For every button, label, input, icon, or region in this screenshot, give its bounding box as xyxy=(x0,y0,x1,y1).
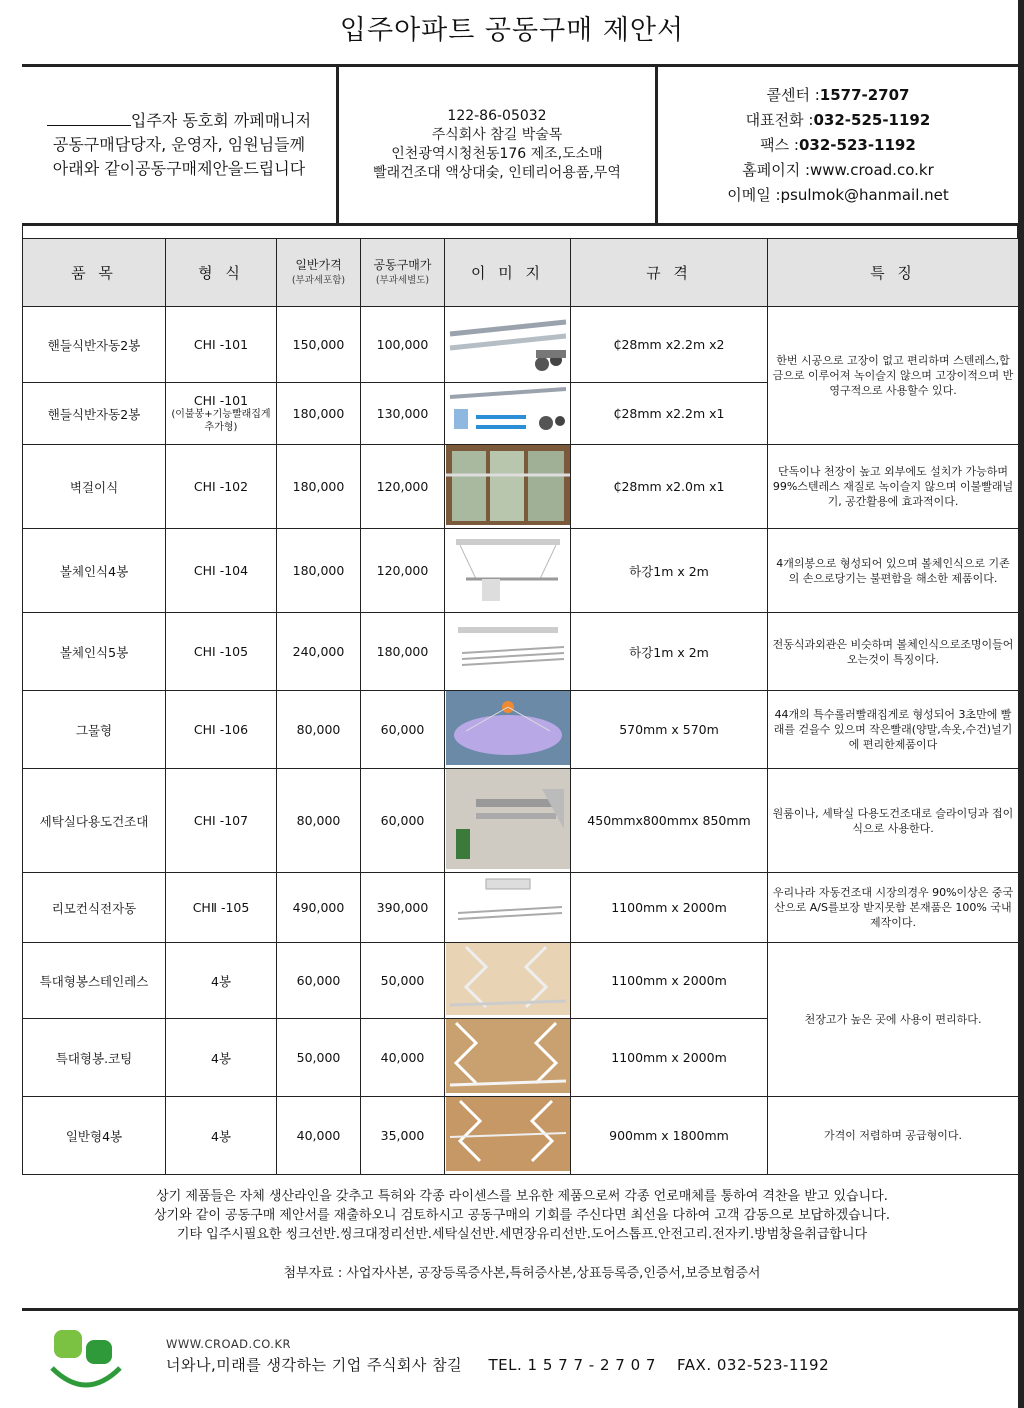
item-price: 40,000 xyxy=(277,1097,361,1175)
product-image xyxy=(445,1019,571,1097)
attachments-line: 첨부자료 : 사업자사본, 공장등록증사본,특허증사본,상표등록증,인증서,보증보험증서 xyxy=(283,1266,761,1281)
homepage-link[interactable]: www.croad.co.kr xyxy=(810,160,934,179)
item-spec: ₵28mm x2.2m x1 xyxy=(571,383,768,445)
header-item: 품 목 xyxy=(23,239,166,307)
item-spec: 570mm x 570m xyxy=(571,691,768,769)
item-name: 세탁실다용도건조대 xyxy=(23,769,166,873)
item-spec: ₵28mm x2.0m x1 xyxy=(571,445,768,529)
table-row xyxy=(23,307,1019,383)
product-image xyxy=(445,873,571,943)
header-spec: 규 격 xyxy=(571,239,768,307)
header-info-box xyxy=(22,64,1018,226)
product-image xyxy=(445,383,571,445)
product-image xyxy=(445,943,571,1019)
item-spec: 하강1m x 2m xyxy=(571,613,768,691)
item-price: 180,000 xyxy=(277,529,361,613)
item-feature: 단독이나 천장이 높고 외부에도 설치가 가능하며 99%스텐레스 재질로 녹이슬지 않으며 이불빨래널기, 공간활용에 효과적이다. xyxy=(768,445,1019,529)
header-model: 형 식 xyxy=(166,239,277,307)
item-group-price: 120,000 xyxy=(361,445,445,529)
company-logo-icon xyxy=(48,1328,124,1396)
table-top-frame xyxy=(22,223,1018,238)
item-model: CHⅠ -101 (이불봉+기능빨래집게추가형) xyxy=(166,383,277,445)
table-row xyxy=(23,873,1019,943)
item-group-price: 390,000 xyxy=(361,873,445,943)
header-feature: 특 징 xyxy=(768,239,1019,307)
item-model: CHⅠ -102 xyxy=(166,445,277,529)
contact-block: 콜센터 :1577-2707 대표전화 :032-525-1192 팩스 :032-523-1192 홈페이지 :www.croad.co.kr 이메일 :psulmok@hanmail.net xyxy=(727,85,949,204)
note-line: 상기와 같이 공동구매 제안서를 재출하오니 검토하시고 공동구매의 기회를 주신다면 최선을 다하여 고객 감동으로 보답하겠습니다. xyxy=(154,1208,890,1223)
table-row xyxy=(23,943,1019,1019)
item-price: 60,000 xyxy=(277,943,361,1019)
item-name: 일반형4봉 xyxy=(23,1097,166,1175)
product-image xyxy=(445,307,571,383)
item-feature: 가격이 저렴하며 공급형이다. xyxy=(768,1097,1019,1175)
item-price: 490,000 xyxy=(277,873,361,943)
item-spec: 1100mm x 2000m xyxy=(571,873,768,943)
footer-fax: FAX. 032-523-1192 xyxy=(677,1356,830,1374)
item-model: CHⅡ -105 xyxy=(166,873,277,943)
ball-chain-4-image xyxy=(446,529,570,609)
item-model: CHⅠ -104 xyxy=(166,529,277,613)
item-name: 볼체인식4봉 xyxy=(23,529,166,613)
fax-number: 032-523-1192 xyxy=(798,135,916,154)
item-group-price: 60,000 xyxy=(361,691,445,769)
item-name: 그물형 xyxy=(23,691,166,769)
footer-url[interactable]: WWW.CROAD.CO.KR xyxy=(166,1337,291,1351)
company-name: 주식회사 참길 박술목 xyxy=(431,127,563,143)
item-spec: 900mm x 1800mm xyxy=(571,1097,768,1175)
item-price: 150,000 xyxy=(277,307,361,383)
phone-number: 032-525-1192 xyxy=(813,110,931,129)
item-model: CHⅠ -105 xyxy=(166,613,277,691)
item-feature: 전동식과외관은 비슷하며 볼체인식으로조명이들어 오는것이 특징이다. xyxy=(768,613,1019,691)
callcenter-number: 1577-2707 xyxy=(819,85,910,104)
item-model: CHⅠ -107 xyxy=(166,769,277,873)
product-image xyxy=(445,691,571,769)
item-feature: 원룸이나, 세탁실 다용도건조대로 슬라이딩과 접이식으로 사용한다. xyxy=(768,769,1019,873)
item-group-price: 40,000 xyxy=(361,1019,445,1097)
item-feature: 4개의봉으로 형성되어 있으며 볼체인식으로 기존의 손으로당기는 불편함을 해소한 제품이다. xyxy=(768,529,1019,613)
item-spec: 450mmx800mmx 850mm xyxy=(571,769,768,873)
table-header-row xyxy=(23,239,1019,307)
company-address: 인천광역시청천동176 제조,도소매 xyxy=(391,146,603,162)
table-row xyxy=(23,691,1019,769)
basic-rack-image xyxy=(446,1097,570,1171)
product-image xyxy=(445,445,571,529)
product-image xyxy=(445,1097,571,1175)
product-image xyxy=(445,529,571,613)
wall-dryer-image xyxy=(446,445,570,525)
table-row xyxy=(23,613,1019,691)
notes-block xyxy=(0,1187,1024,1244)
item-name: 리모컨식전자동 xyxy=(23,873,166,943)
handle-dryer-image xyxy=(446,308,570,378)
ball-chain-5-image xyxy=(446,613,570,687)
footer-slogan: 너와나,미래를 생각하는 기업 주식회사 참길 xyxy=(166,1356,463,1374)
table-row xyxy=(23,769,1019,873)
table-row xyxy=(23,529,1019,613)
item-name: 핸들식반자동2봉 xyxy=(23,307,166,383)
footer-main xyxy=(166,1354,829,1375)
item-name: 볼체인식5봉 xyxy=(23,613,166,691)
item-name: 특대형봉.코팅 xyxy=(23,1019,166,1097)
item-group-price: 120,000 xyxy=(361,529,445,613)
item-feature: 천장고가 높은 곳에 사용이 편리하다. xyxy=(768,943,1019,1097)
item-feature: 한번 시공으로 고장이 없고 편리하며 스텐레스,합금으로 이루어져 녹이슬지 않으며 고장이적으며 반영구적으로 사용할수 있다. xyxy=(768,307,1019,445)
item-model: 4봉 xyxy=(166,1019,277,1097)
product-table xyxy=(22,238,1019,1175)
item-group-price: 50,000 xyxy=(361,943,445,1019)
item-model: 4봉 xyxy=(166,943,277,1019)
item-name: 핸들식반자동2봉 xyxy=(23,383,166,445)
product-image xyxy=(445,613,571,691)
item-price: 180,000 xyxy=(277,445,361,529)
footer-tel: TEL. 1 5 7 7 - 2 7 0 7 xyxy=(488,1356,656,1374)
note-line: 상기 제품들은 자체 생산라인을 갖추고 특허와 각종 라이센스를 보유한 제품으로써 각종 언로매체를 통하여 격찬을 받고 있습니다. xyxy=(156,1189,888,1204)
addressee-blank xyxy=(47,111,131,126)
item-feature: 44개의 특수롤러빨래집게로 형성되어 3초만에 빨래를 걷을수 있으며 작은빨래(양말,속옷,수건)널기에 편리한제품이다 xyxy=(768,691,1019,769)
note-line: 기타 입주시필요한 씽크선반.씽크대정리선반.세탁실선반.세면장유리선반.도어스톱프.안전고리.전자키.방범창을취급합니다 xyxy=(176,1227,868,1242)
item-model: 4봉 xyxy=(166,1097,277,1175)
net-hanger-image xyxy=(446,691,570,765)
item-price: 80,000 xyxy=(277,691,361,769)
footer-divider xyxy=(22,1308,1020,1311)
item-name: 특대형봉스테인레스 xyxy=(23,943,166,1019)
item-price: 180,000 xyxy=(277,383,361,445)
item-spec: 1100mm x 2000m xyxy=(571,943,768,1019)
item-feature: 우리나라 자동건조대 시장의경우 90%이상은 중국산으로 A/S를보장 받지못함 본재품은 100% 국내제작이다. xyxy=(768,873,1019,943)
company-block xyxy=(339,67,655,223)
item-spec: 하강1m x 2m xyxy=(571,529,768,613)
company-business: 빨래건조대 액상대숯, 인테리어용품,무역 xyxy=(373,165,621,181)
header-group-price: 공동구매가 (부과세별도) xyxy=(361,239,445,307)
item-price: 240,000 xyxy=(277,613,361,691)
table-row xyxy=(23,1097,1019,1175)
item-model: CHⅠ -101 xyxy=(166,307,277,383)
item-spec: 1100mm x 2000m xyxy=(571,1019,768,1097)
header-image: 이 미 지 xyxy=(445,239,571,307)
item-group-price: 35,000 xyxy=(361,1097,445,1175)
table-row xyxy=(23,445,1019,529)
item-group-price: 60,000 xyxy=(361,769,445,873)
item-price: 50,000 xyxy=(277,1019,361,1097)
page-title: 입주아파트 공동구매 제안서 xyxy=(339,15,685,46)
item-group-price: 100,000 xyxy=(361,307,445,383)
handle-dryer-set-image xyxy=(446,383,570,441)
item-name: 벽걸이식 xyxy=(23,445,166,529)
item-group-price: 130,000 xyxy=(361,383,445,445)
product-image xyxy=(445,769,571,873)
item-group-price: 180,000 xyxy=(361,613,445,691)
remote-dryer-image xyxy=(446,873,570,939)
header-price: 일반가격 (부과세포함) xyxy=(277,239,361,307)
item-spec: ₵28mm x2.2m x2 xyxy=(571,307,768,383)
company-reg-no: 122-86-05032 xyxy=(447,108,547,124)
item-price: 80,000 xyxy=(277,769,361,873)
item-model: CHⅠ -106 xyxy=(166,691,277,769)
coated-rack-image xyxy=(446,1019,570,1093)
email-link[interactable]: psulmok@hanmail.net xyxy=(780,185,949,204)
laundry-rack-image xyxy=(446,769,570,869)
stainless-rack-image xyxy=(446,943,570,1015)
addressee-block: 입주자 동호회 까페매니저 공동구매담당자, 운영자, 임원님들께 아래와 같이공동구매제안을드립니다 xyxy=(22,67,336,223)
